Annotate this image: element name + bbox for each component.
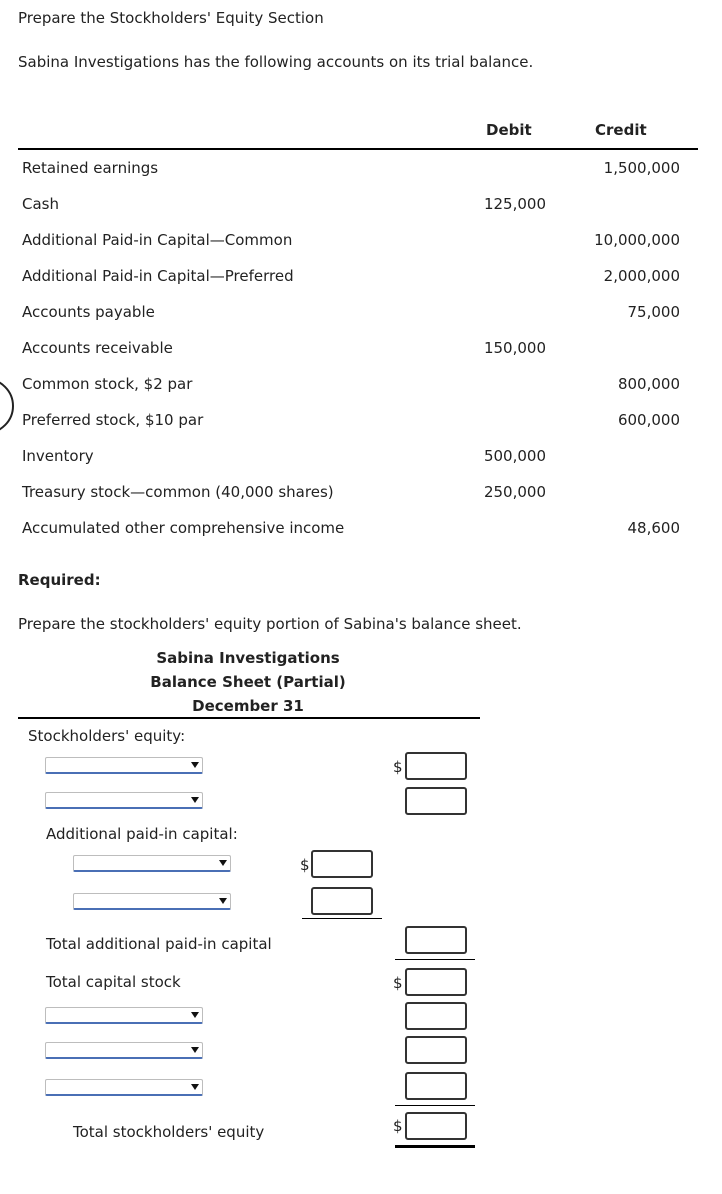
- credit-value: 600,000: [617, 411, 680, 429]
- chevron-down-icon: [191, 797, 199, 803]
- apic-amount-input-1[interactable]: [311, 850, 373, 878]
- statement-company: Sabina Investigations: [156, 649, 340, 667]
- debit-value: 125,000: [483, 195, 546, 213]
- apic-select-2[interactable]: [73, 893, 231, 910]
- total-equity-label: Total stockholders' equity: [73, 1123, 265, 1141]
- account-name: Preferred stock, $10 par: [22, 411, 204, 429]
- account-select-1[interactable]: [45, 757, 203, 774]
- credit-value: 1,500,000: [603, 159, 680, 177]
- apic-label: Additional paid-in capital:: [46, 825, 238, 843]
- chevron-down-icon: [219, 898, 227, 904]
- statement-heading-rule: [18, 717, 480, 719]
- total-equity-input[interactable]: [405, 1112, 467, 1140]
- amount-input-1[interactable]: [405, 752, 467, 780]
- account-select-5[interactable]: [45, 1079, 203, 1096]
- debit-value: 500,000: [483, 447, 546, 465]
- double-underline: [395, 1145, 475, 1148]
- credit-value: 2,000,000: [603, 267, 680, 285]
- header-rule: [18, 148, 698, 150]
- chevron-down-icon: [191, 1084, 199, 1090]
- account-name: Common stock, $2 par: [22, 375, 193, 393]
- account-select-4[interactable]: [45, 1042, 203, 1059]
- chevron-down-icon: [191, 1012, 199, 1018]
- total-capital-stock-input[interactable]: [405, 968, 467, 996]
- apic-select-1[interactable]: [73, 855, 231, 872]
- statement-title: Balance Sheet (Partial): [150, 673, 346, 691]
- intro-text: Sabina Investigations has the following accounts on its trial balance.: [18, 53, 534, 71]
- credit-value: 10,000,000: [594, 231, 680, 249]
- account-name: Retained earnings: [22, 159, 159, 177]
- account-select-2[interactable]: [45, 792, 203, 809]
- total-apic-label: Total additional paid-in capital: [46, 935, 272, 953]
- amount-input-4[interactable]: [405, 1036, 467, 1064]
- subtotal-rule: [302, 918, 382, 919]
- total-apic-input[interactable]: [405, 926, 467, 954]
- account-name: Additional Paid-in Capital—Common: [22, 231, 293, 249]
- section-label: Stockholders' equity:: [28, 727, 186, 745]
- dollar-sign: $: [393, 1117, 403, 1135]
- required-label: Required:: [18, 571, 101, 589]
- dollar-sign: $: [393, 758, 403, 776]
- account-name: Additional Paid-in Capital—Preferred: [22, 267, 294, 285]
- account-select-3[interactable]: [45, 1007, 203, 1024]
- account-name: Cash: [22, 195, 59, 213]
- dollar-sign: $: [393, 974, 403, 992]
- dollar-sign: $: [300, 856, 310, 874]
- apic-amount-input-2[interactable]: [311, 887, 373, 915]
- credit-value: 48,600: [627, 519, 680, 537]
- account-name: Accounts payable: [22, 303, 155, 321]
- amount-input-3[interactable]: [405, 1002, 467, 1030]
- chevron-down-icon: [191, 762, 199, 768]
- account-name: Treasury stock—common (40,000 shares): [22, 483, 334, 501]
- pre-total-rule: [395, 1105, 475, 1106]
- account-name: Accumulated other comprehensive income: [22, 519, 345, 537]
- total-capital-stock-label: Total capital stock: [46, 973, 181, 991]
- chevron-down-icon: [219, 860, 227, 866]
- debit-header: Debit: [486, 121, 532, 139]
- amount-input-2[interactable]: [405, 787, 467, 815]
- account-name: Accounts receivable: [22, 339, 173, 357]
- page-title: Prepare the Stockholders' Equity Section: [18, 9, 324, 27]
- amount-input-5[interactable]: [405, 1072, 467, 1100]
- chevron-down-icon: [191, 1047, 199, 1053]
- debit-value: 250,000: [483, 483, 546, 501]
- credit-header: Credit: [595, 121, 647, 139]
- edge-circle-decoration: [0, 378, 14, 434]
- credit-value: 800,000: [617, 375, 680, 393]
- required-instruction: Prepare the stockholders' equity portion of Sabina's balance sheet.: [18, 615, 522, 633]
- credit-value: 75,000: [627, 303, 680, 321]
- statement-date: December 31: [192, 697, 304, 715]
- debit-value: 150,000: [483, 339, 546, 357]
- account-name: Inventory: [22, 447, 94, 465]
- apic-total-rule: [395, 959, 475, 960]
